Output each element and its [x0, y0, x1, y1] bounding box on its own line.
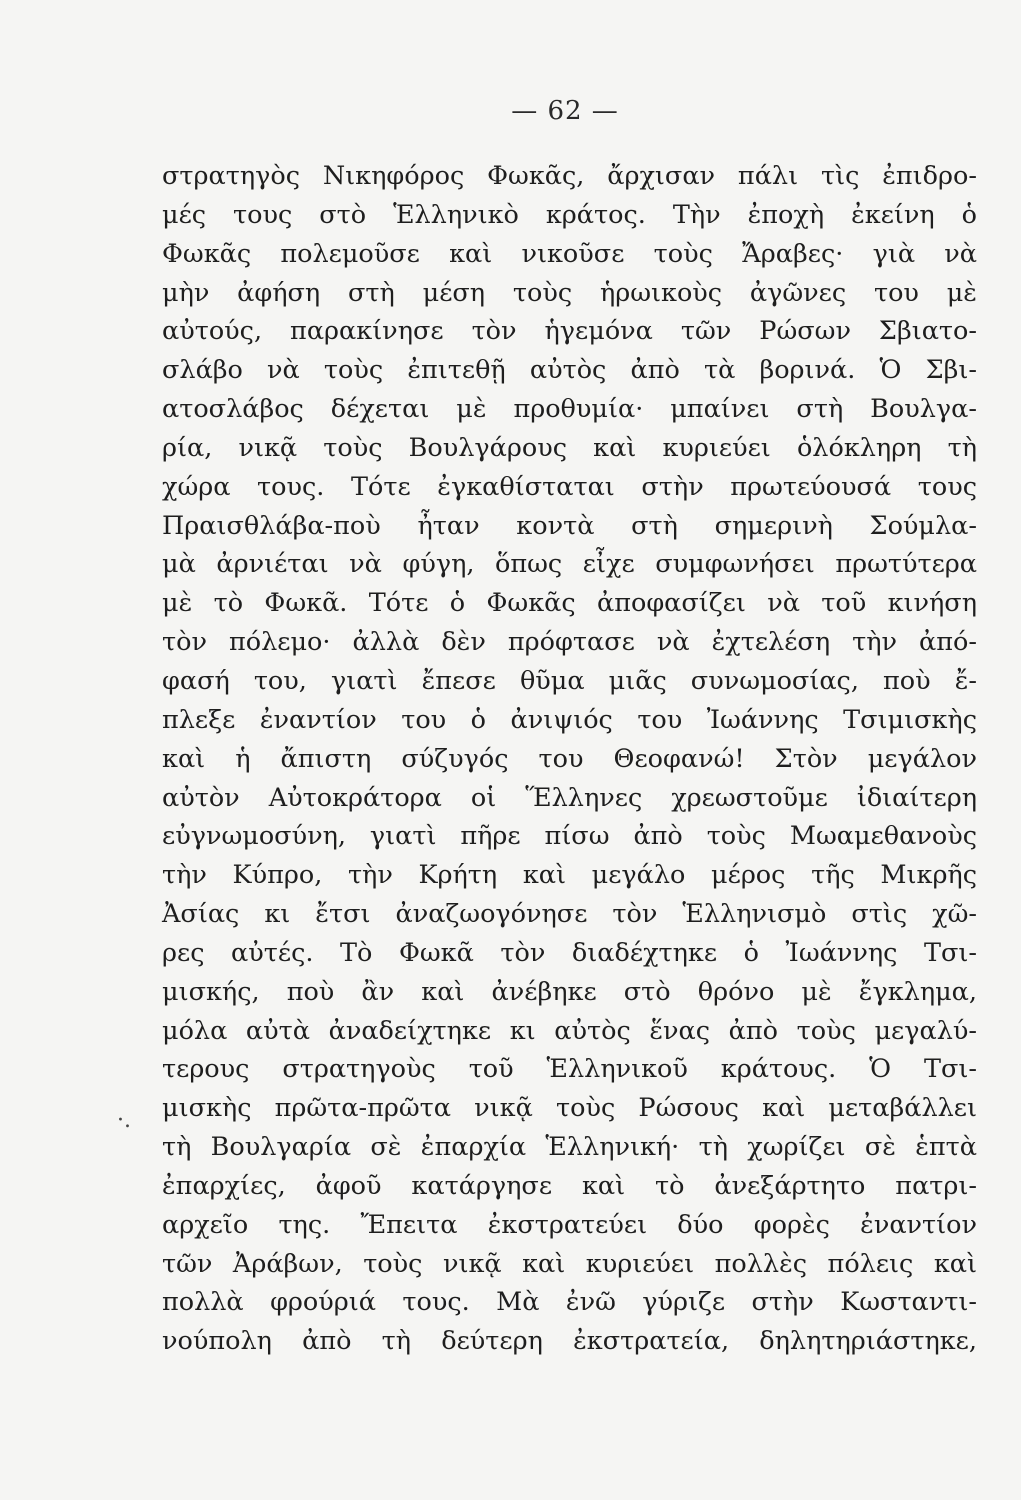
text-line: ἐπαρχίες, ἀφοῦ κατάργησε καὶ τὸ ἀνεξάρτητο πατρι- [162, 1170, 977, 1201]
text-line: Πραισθλάβα-ποὺ ἦταν κοντὰ στὴ σημερινὴ Σούμλα- [162, 510, 977, 541]
text-line: τὴν Κύπρο, τὴν Κρήτη καὶ μεγάλο μέρος τῆς Μικρῆς [162, 860, 977, 891]
text-line: Φωκᾶς πολεμοῦσε καὶ νικοῦσε τοὺς Ἄραβες· γιὰ νὰ [162, 238, 977, 269]
text-line: μισκής, ποὺ ἂν καὶ ἀνέβηκε στὸ θρόνο μὲ ἔγκλημα, [162, 976, 977, 1007]
text-line: εὐγνωμοσύνη, γιατὶ πῆρε πίσω ἀπὸ τοὺς Μωαμεθανοὺς [162, 821, 977, 852]
text-line: αρχεῖο της. Ἔπειτα ἐκστρατεύει δύο φορὲς ἐναντίον [162, 1209, 977, 1240]
text-line: νούπολη ἀπὸ τὴ δεύτερη ἐκστρατεία, δηλητηριάστηκε, [162, 1326, 977, 1357]
text-line: μισκὴς πρῶτα-πρῶτα νικᾷ τοὺς Ρώσους καὶ μεταβάλλει [162, 1093, 977, 1124]
text-line: αὐτούς, παρακίνησε τὸν ἡγεμόνα τῶν Ρώσων Σβιατο- [162, 316, 977, 347]
text-line: Ἀσίας κι ἔτσι ἀναζωογόνησε τὸν Ἑλληνισμὸ στὶς χῶ- [162, 899, 977, 930]
text-line: πλεξε ἐναντίον του ὁ ἀνιψιός του Ἰωάννης Τσιμισκὴς [162, 704, 977, 735]
body-text [162, 157, 977, 1361]
text-line: πολλὰ φρούριά τους. Μὰ ἐνῶ γύριζε στὴν Κωσταντι- [162, 1287, 977, 1318]
text-line: τὴ Βουλγαρία σὲ ἐπαρχία Ἑλληνική· τὴ χωρίζει σὲ ἑπτὰ [162, 1132, 977, 1163]
text-line: μὴν ἀφήση στὴ μέση τοὺς ἡρωικοὺς ἀγῶνες του μὲ [162, 277, 977, 308]
page-number: — 62 — [511, 96, 619, 126]
text-line: στρατηγὸς Νικηφόρος Φωκᾶς, ἄρχισαν πάλι τὶς ἐπιδρο- [162, 161, 977, 191]
text-line: μὰ ἀρνιέται νὰ φύγη, ὅπως εἶχε συμφωνήσει πρωτύτερα [162, 549, 977, 580]
text-line: ρία, νικᾷ τοὺς Βουλγάρους καὶ κυριεύει ὁλόκληρη τὴ [162, 432, 977, 463]
text-line: αὐτὸν Αὐτοκράτορα οἱ Ἕλληνες χρεωστοῦμε ἰδιαίτερη [162, 782, 977, 813]
text-line: σλάβο νὰ τοὺς ἐπιτεθῇ αὐτὸς ἀπὸ τὰ βορινά. Ὁ Σβι- [162, 355, 977, 386]
text-line: μόλα αὐτὰ ἀναδείχτηκε κι αὐτὸς ἕνας ἀπὸ τοὺς μεγαλύ- [162, 1015, 977, 1046]
text-line: ατοσλάβος δέχεται μὲ προθυμία· μπαίνει στὴ Βουλγα- [162, 394, 977, 425]
text-line: τῶν Ἀράβων, τοὺς νικᾷ καὶ κυριεύει πολλὲς πόλεις καὶ [162, 1248, 977, 1279]
text-line: ρες αὐτές. Τὸ Φωκᾶ τὸν διαδέχτηκε ὁ Ἰωάννης Τσι- [162, 937, 977, 968]
text-line: καὶ ἡ ἄπιστη σύζυγός του Θεοφανώ! Στὸν μεγάλον [162, 743, 977, 774]
text-line: τερους στρατηγοὺς τοῦ Ἑλληνικοῦ κράτους. Ὁ Τσι- [162, 1054, 977, 1085]
text-line: φασή του, γιατὶ ἔπεσε θῦμα μιᾶς συνωμοσίας, ποὺ ἔ- [162, 665, 977, 696]
text-line: τὸν πόλεμο· ἀλλὰ δὲν πρόφτασε νὰ ἐχτελέση τὴν ἀπό- [162, 627, 977, 658]
text-line: χώρα τους. Τότε ἐγκαθίσταται στὴν πρωτεύουσά τους [162, 471, 977, 502]
text-line: μές τους στὸ Ἑλληνικὸ κράτος. Τὴν ἐποχὴ ἐκείνη ὁ [162, 199, 977, 230]
text-line: μὲ τὸ Φωκᾶ. Τότε ὁ Φωκᾶς ἀποφασίζει νὰ τοῦ κινήση [162, 588, 977, 619]
margin-mark: ·. [117, 1108, 131, 1133]
